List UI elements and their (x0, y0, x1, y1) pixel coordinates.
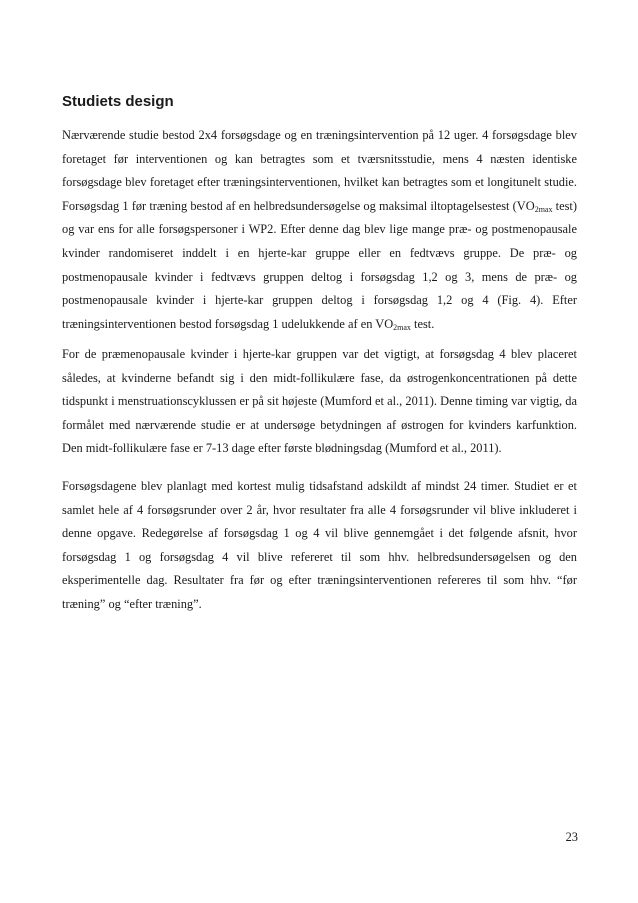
paragraph-text-part1: Nærværende studie bestod 2x4 forsøgsdage og en træningsintervention på 12 uger. 4 forsøgsdage blev foretaget før interventionen og kan betragtes som et tværsnitsstudie, mens 4 næsten identiske forsøgsdage blev foretaget efter træningsinterventionen, hvilket kan betragtes som et longitunelt studie. Forsøgsdag 1 før træning bestod af en helbredsundersøgelse og maksimal iltoptagelsestest (VO (62, 128, 577, 213)
paragraph-test-days: Forsøgsdagene blev planlagt med kortest mulig tidsafstand adskildt af mindst 24 timer. Studiet er et samlet hele af 4 forsøgsrunder over 2 år, hvor resultater fra alle 4 forsøgsrunder vil blive inkluderet i denne opgave. Redegørelse af forsøgsdag 1 og 4 vil blive gennemgået i det følgende afsnit, hvor forsøgsdag 1 og forsøgsdag 4 vil blive refereret til som hhv. helbredsundersøgelsen og den eksperimentelle dag. Resultater fra før og efter træningsinterventionen refereres til som hhv. “før træning” og “efter træning”. (62, 479, 577, 611)
page-number: 23 (565, 830, 578, 844)
paragraph-timing: For de præmenopausale kvinder i hjerte-kar gruppen var det vigtigt, at forsøgsdag 4 blev placeret således, at kvinderne befandt sig i den midt-follikulære fase, da østrogenkoncentrationen på dette tidspunkt i menstruationscyklussen er på sit højeste (Mumford et al., 2011). Denne timing var vigtig, da formålet med nærværende studie er at undersøge betydningen af østrogen for kvinders karfunktion. Den midt-follikulære fase er 7-13 dage efter første blødningsdag (Mumford et al., 2011). (62, 347, 577, 456)
paragraph-text-part2: test) og var ens for alle forsøgspersoner i WP2. Efter denne dag blev lige mange præ- og postmenopausale kvinder randomiseret inddelt i en hjerte-kar gruppe eller en fedtvævs gruppe. De præ- og postmenopausale kvinder i fedtvævs gruppen deltog i forsøgsdag 1,2 og 3, mens de præ- og postmenopausale kvinder i hjerte-kar gruppen deltog i forsøgsdag 1,2 og 4 (Fig. 4). Efter træningsinterventionen bestod forsøgsdag 1 udelukkende af en VO (62, 198, 577, 331)
subscript-2max: 2max (393, 322, 411, 332)
paragraph-text-part3: test. (410, 316, 435, 331)
section-heading: Studiets design (62, 93, 174, 110)
paragraph-study-design (62, 124, 577, 336)
subscript-2max: 2max (534, 204, 553, 214)
